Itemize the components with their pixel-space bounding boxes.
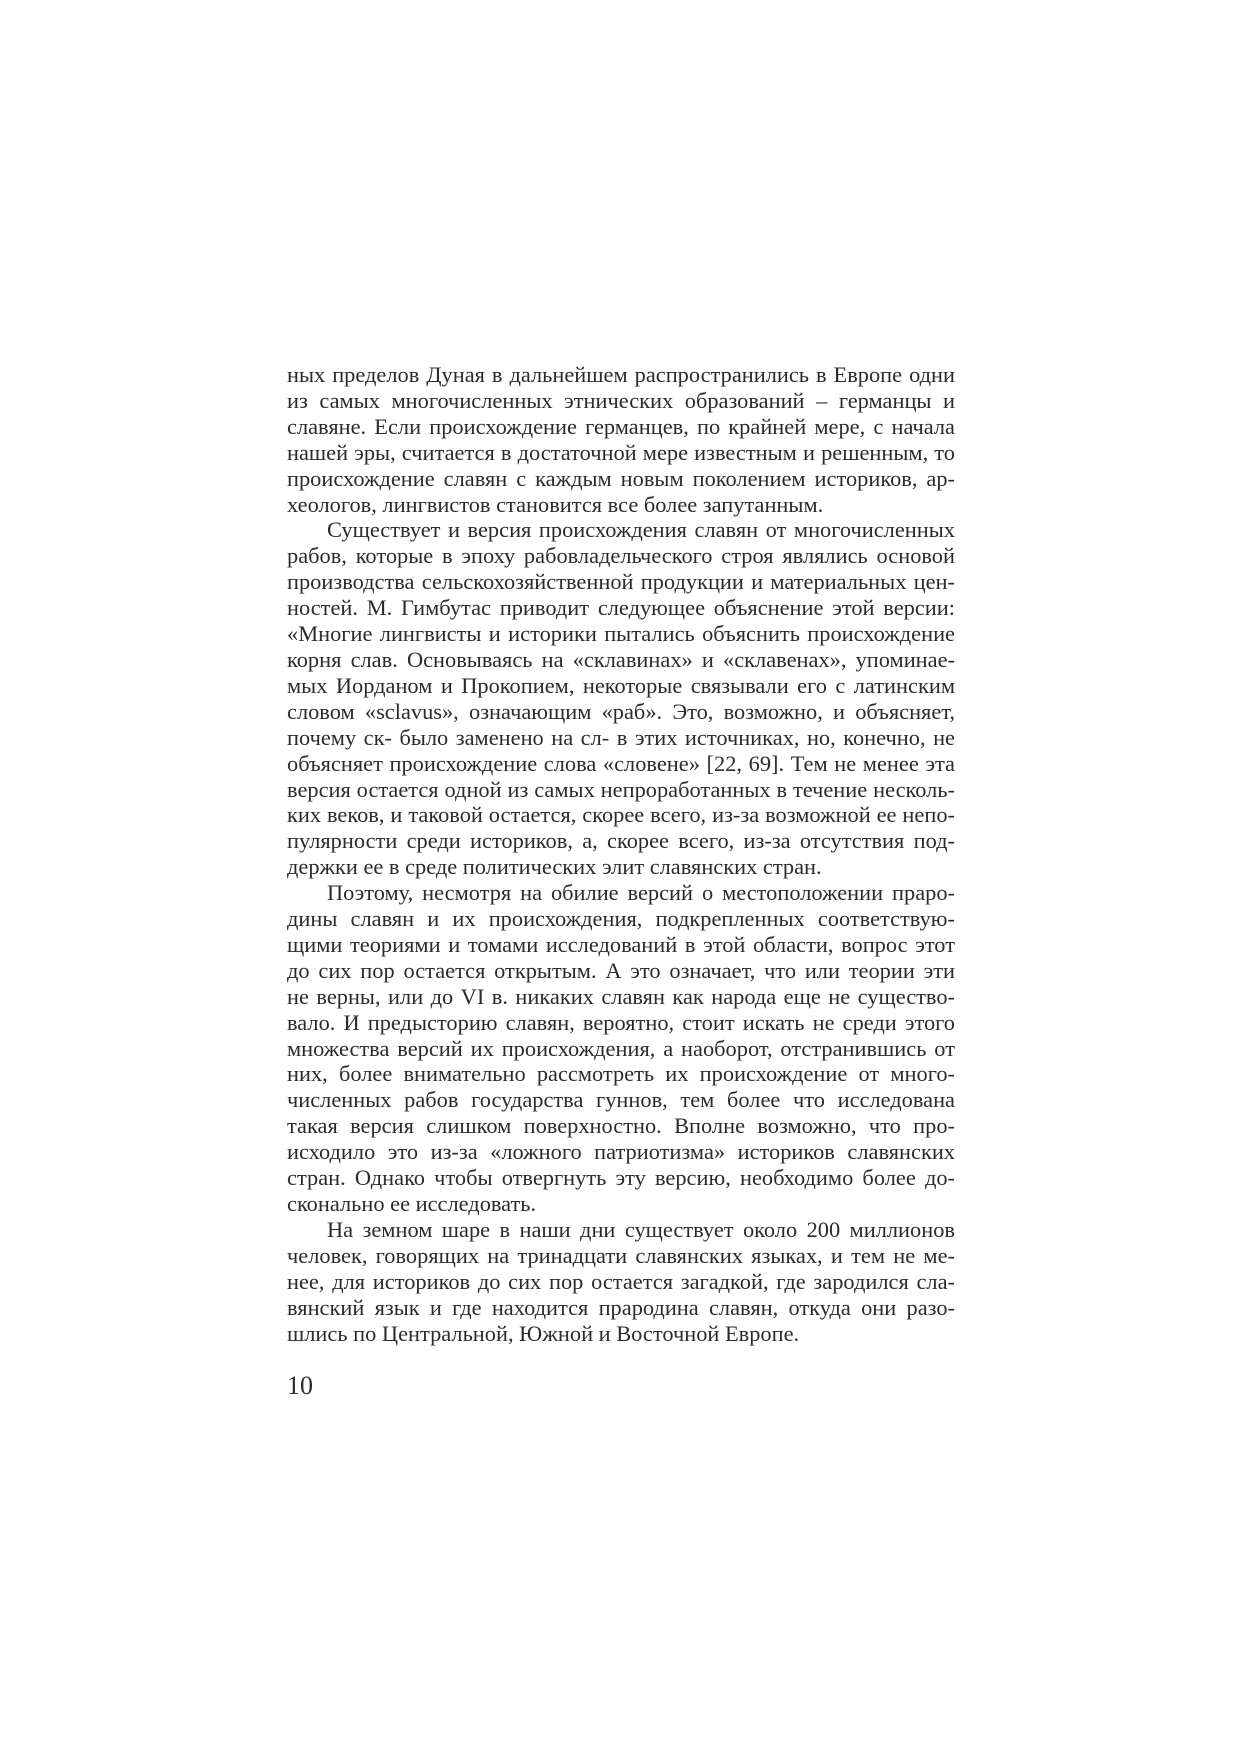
page-number: 10 [287, 1371, 313, 1400]
text-line: Поэтому, несмотря на обилие версий о местоположении прaро- [327, 880, 955, 906]
text-line: дины славян и их происхождения, подкрепленных соответствую- [287, 906, 955, 932]
text-line: нашей эры, считается в достаточной мере известным и решенным, то [287, 439, 955, 465]
paragraph-4 [287, 1217, 955, 1347]
text-line: вало. И предысторию славян, вероятно, стоит искать не среди этого [287, 1009, 955, 1035]
text-line: вянский язык и где находится прародина славян, откуда они разо- [287, 1294, 955, 1320]
text-line: пулярности среди историков, а, скорее всего, из-за отсутствия под- [287, 828, 955, 854]
text-line: ностей. М. Гимбутас приводит следующее объяснение этой версии: [287, 595, 955, 621]
text-line: до сих пор остается открытым. А это означает, что или теории эти [287, 957, 955, 983]
paragraph-3 [287, 880, 955, 1217]
text-line: «Многие лингвисты и историки пытались объяснить происхождение [287, 621, 955, 647]
text-line: сконально ее исследовать. [287, 1191, 537, 1216]
text-line: ких веков, и таковой остается, скорее всего, из-за возможной ее непо- [287, 802, 955, 828]
text-line: такая версия слишком поверхностно. Вполне возможно, что про- [287, 1113, 955, 1139]
body-text [287, 362, 955, 1346]
text-line: происхождение славян с каждым новым поколением историков, ар- [287, 465, 955, 491]
text-line: Существует и версия происхождения славян от многочисленных [327, 517, 955, 543]
text-line: ных пределов Дуная в дальнейшем распространились в Европе одни [287, 362, 955, 387]
text-line: исходило это из-за «ложного патриотизма» историков славянских [287, 1139, 955, 1165]
text-line: множества версий их происхождения, а наоборот, отстранившись от [287, 1035, 955, 1061]
text-line: производства сельскохозяйственной продукции и материальных цен- [287, 569, 955, 595]
paragraph-1 [287, 362, 955, 517]
text-line: из самых многочисленных этнических образований – германцы и [287, 387, 955, 413]
text-line: объясняет происхождение слова «словене» [22, 69]. Тем не менее эта [287, 750, 955, 776]
text-line: держки ее в среде политических элит славянских стран. [287, 854, 822, 880]
text-line: На земном шаре в наши дни существует около 200 миллионов [327, 1216, 955, 1242]
text-line: мых Иорданом и Прокопием, некоторые связывали его с латинским [287, 672, 955, 698]
text-line: человек, говорящих на тринадцати славянских языках, и тем не ме- [287, 1242, 955, 1268]
text-line: шлись по Центральной, Южной и Восточной Европе. [287, 1320, 800, 1346]
text-line: славяне. Если происхождение германцев, по крайней мере, с начала [287, 413, 955, 439]
text-line: них, более внимательно рассмотреть их происхождение от много- [287, 1061, 955, 1087]
text-line: корня слав. Основываясь на «склавинах» и «склавенах», упоминае- [287, 646, 955, 672]
text-line: не верны, или до VI в. никаких славян как народа еще не существо- [287, 983, 955, 1009]
text-line: почему ск- было заменено на сл- в этих источниках, но, конечно, не [287, 724, 955, 750]
paragraph-2 [287, 517, 955, 880]
text-line: рабов, которые в эпоху рабовладельческого строя являлись основой [287, 543, 955, 569]
text-line: версия остается одной из самых непроработанных в течение несколь- [287, 776, 955, 802]
text-line: нее, для историков до сих пор остается загадкой, где зародился сла- [287, 1268, 955, 1294]
text-line: численных рабов государства гуннов, тем более что исследована [287, 1087, 955, 1113]
text-line: хеологов, лингвистов становится все более запутанным. [287, 491, 824, 517]
text-line: щими теориями и томами исследований в этой области, вопрос этот [287, 931, 955, 957]
text-line: стран. Однако чтобы отвергнуть эту версию, необходимо более до- [287, 1165, 955, 1191]
text-line: словом «sclavus», означающим «раб». Это, возможно, и объясняет, [287, 698, 955, 724]
